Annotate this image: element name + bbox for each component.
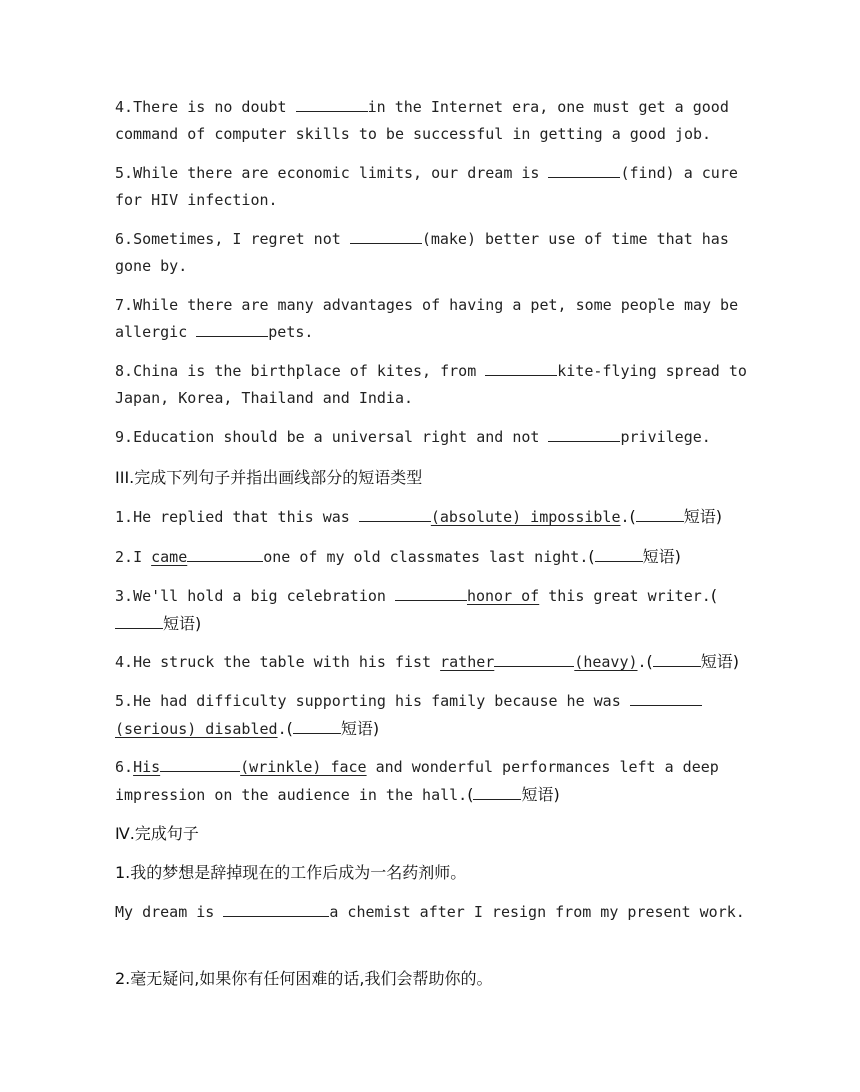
phrase-type-prompt: (短语) <box>115 586 717 633</box>
question-text: (make) better use of time that has gone by. <box>115 230 738 275</box>
question-text: There is no doubt <box>133 98 296 116</box>
question-text: this great writer. <box>539 587 711 605</box>
question-8 <box>115 358 755 412</box>
question-number: 1. <box>115 863 131 882</box>
s3-question-2 <box>115 543 755 571</box>
question-text: We'll hold a big celebration <box>133 587 395 605</box>
phrase-type-blank[interactable] <box>293 716 341 734</box>
question-text: privilege. <box>620 428 711 446</box>
answer-blank[interactable] <box>630 688 702 706</box>
question-text: China is the birthplace of kites, from <box>133 362 486 380</box>
phrase-type-suffix: 短语) <box>521 785 560 804</box>
question-number: 1. <box>115 508 134 526</box>
question-text: He had difficulty supporting his family because he was <box>133 692 630 710</box>
underlined-phrase: (absolute) impossible <box>430 508 621 526</box>
answer-blank[interactable] <box>187 544 263 562</box>
s3-question-3 <box>115 582 755 638</box>
chinese-prompt: 毫无疑问,如果你有任何困难的话,我们会帮助你的。 <box>130 969 493 988</box>
question-number: 2. <box>115 548 134 566</box>
underlined-phrase: rather <box>440 653 495 671</box>
question-number: 4. <box>115 653 134 671</box>
chinese-prompt: 我的梦想是辞掉现在的工作后成为一名药剂师。 <box>130 863 467 882</box>
phrase-type-prompt: ( 短语) <box>287 719 380 738</box>
question-number: 5. <box>115 164 134 182</box>
question-text: While there are economic limits, our dream is <box>133 164 549 182</box>
question-text: (find) a cure for HIV infection. <box>115 164 747 209</box>
question-number: 2. <box>115 969 131 988</box>
phrase-type-prompt: ( 短语) <box>647 652 740 671</box>
question-text: He struck the table with his fist <box>133 653 441 671</box>
question-number: 6. <box>115 230 134 248</box>
answer-blank[interactable] <box>395 583 467 601</box>
question-text: . <box>637 653 647 671</box>
s3-question-6 <box>115 754 755 809</box>
underlined-phrase: came <box>151 548 188 566</box>
question-text: . <box>620 508 630 526</box>
question-number: 4. <box>115 98 134 116</box>
underlined-phrase: honor of <box>466 587 540 605</box>
answer-blank[interactable] <box>196 319 268 337</box>
question-7 <box>115 292 755 346</box>
phrase-type-suffix: 短语) <box>340 719 380 738</box>
question-4 <box>115 94 755 148</box>
question-text: While there are many advantages of having a pet, some people may be allergic <box>115 296 748 341</box>
phrase-type-suffix: 短语) <box>163 614 202 633</box>
phrase-type-suffix: 短语) <box>683 507 723 526</box>
answer-blank[interactable] <box>350 226 422 244</box>
phrase-type-blank[interactable] <box>595 544 643 562</box>
phrase-type-blank[interactable] <box>115 611 163 629</box>
question-number: 7. <box>115 296 134 314</box>
question-text: He replied that this was <box>133 508 359 526</box>
question-number: 8. <box>115 362 134 380</box>
s3-question-1 <box>115 503 755 531</box>
phrase-type-blank[interactable] <box>636 504 684 522</box>
section-4-title: Ⅳ.完成句子 <box>115 824 199 843</box>
phrase-type-blank[interactable] <box>473 782 521 800</box>
underlined-phrase: (serious) disabled <box>115 720 278 738</box>
answer-blank[interactable] <box>160 754 240 772</box>
phrase-type-suffix: 短语) <box>642 547 681 566</box>
underlined-phrase: His <box>133 758 161 776</box>
question-number: 5. <box>115 692 134 710</box>
s3-question-5 <box>115 688 755 743</box>
question-text: I <box>133 548 152 566</box>
s4-question-2-chinese <box>115 965 755 992</box>
question-text: . <box>277 720 287 738</box>
question-number: 9. <box>115 428 134 446</box>
question-text: kite-flying spread to Japan, Korea, Thailand and India. <box>115 362 756 407</box>
answer-blank[interactable] <box>494 649 574 667</box>
question-text: one of my old classmates last night. <box>263 548 589 566</box>
question-9 <box>115 424 755 451</box>
s4-question-1-chinese <box>115 859 755 886</box>
question-text: Sometimes, I regret not <box>133 230 350 248</box>
question-5 <box>115 160 755 214</box>
s4-question-1-english <box>115 899 755 926</box>
question-text: a chemist after I resign from my present work. <box>329 903 745 921</box>
question-text: and wonderful performances left a deep impression on the audience in the hall. <box>115 758 728 804</box>
question-text: pets. <box>268 323 314 341</box>
answer-blank[interactable] <box>485 358 557 376</box>
phrase-type-prompt: ( 短语) <box>588 547 681 566</box>
answer-blank[interactable] <box>548 424 620 442</box>
phrase-type-prompt: ( 短语) <box>467 785 560 804</box>
question-number: 3. <box>115 587 134 605</box>
s3-question-4 <box>115 648 755 676</box>
question-text: Education should be a universal right and not <box>133 428 549 446</box>
phrase-type-prompt: ( 短语) <box>630 507 723 526</box>
underlined-phrase: (wrinkle) face <box>240 758 367 776</box>
question-number: 6. <box>115 758 134 776</box>
phrase-type-blank[interactable] <box>653 649 701 667</box>
answer-blank[interactable] <box>548 160 620 178</box>
phrase-type-suffix: 短语) <box>700 652 740 671</box>
answer-blank[interactable] <box>223 899 329 917</box>
question-text: in the Internet era, one must get a good command of computer skills to be successful in getting a good job. <box>115 98 738 143</box>
question-text: My dream is <box>115 903 224 921</box>
answer-blank[interactable] <box>359 504 431 522</box>
question-6 <box>115 226 755 280</box>
answer-blank[interactable] <box>296 94 368 112</box>
underlined-phrase: (heavy) <box>574 653 638 671</box>
section-3-title: III.完成下列句子并指出画线部分的短语类型 <box>115 468 423 487</box>
